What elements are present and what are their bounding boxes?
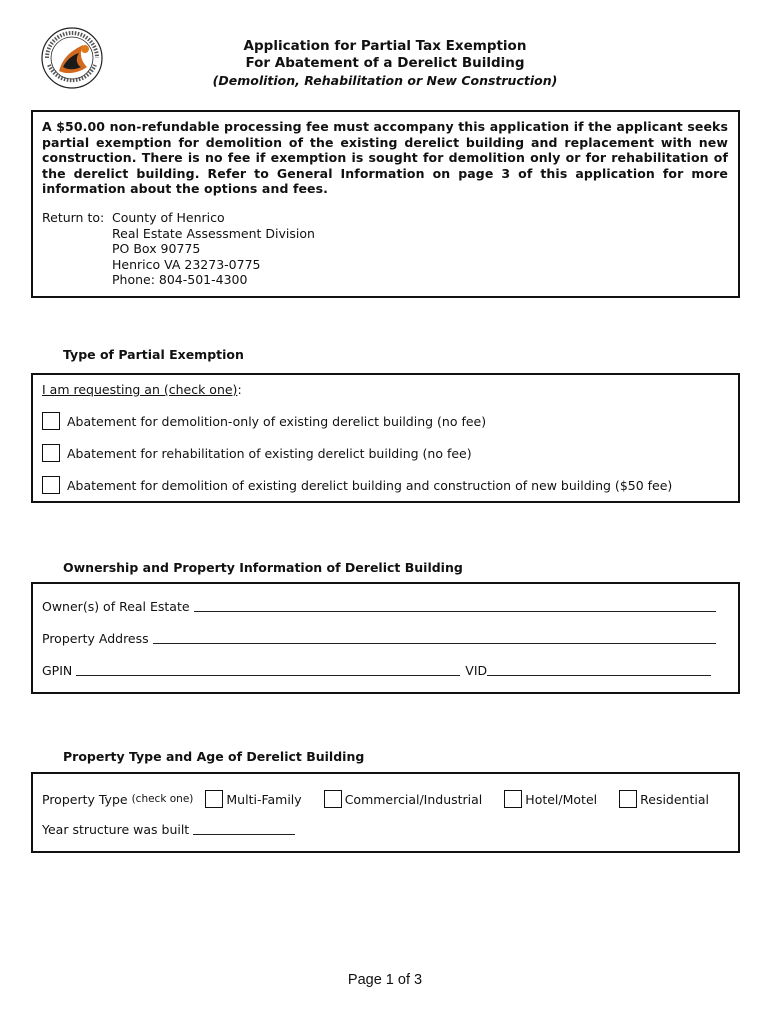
property-section-title: Property Type and Age of Derelict Building <box>63 749 365 764</box>
year-built-label: Year structure was built <box>42 822 190 837</box>
gpin-label: GPIN <box>42 663 73 678</box>
vid-label: VID <box>465 663 488 678</box>
checkbox-hotel-motel[interactable] <box>504 790 522 808</box>
exemption-section-title: Type of Partial Exemption <box>63 347 244 362</box>
checkbox-demolition-only[interactable] <box>42 412 60 430</box>
document-header <box>150 38 620 90</box>
property-type-box <box>31 772 740 853</box>
checkbox-commercial-industrial[interactable] <box>324 790 342 808</box>
title-line-2: For Abatement of a Derelict Building <box>245 55 525 71</box>
exemption-option-rehabilitation <box>42 444 728 462</box>
address-row <box>42 631 728 647</box>
ownership-section-title: Ownership and Property Information of Derelict Building <box>63 560 463 575</box>
gpin-field[interactable] <box>76 663 460 676</box>
return-line-pobox: PO Box 90775 <box>112 241 201 257</box>
property-address-field[interactable] <box>153 631 716 644</box>
return-line-division: Real Estate Assessment Division <box>112 225 315 241</box>
page-number: Page 1 of 3 <box>347 972 423 988</box>
gpin-vid-row <box>42 663 728 679</box>
multi-family-label: Multi-Family <box>226 791 302 807</box>
option-label: Abatement for demolition-only of existing derelict building (no fee) <box>67 413 487 429</box>
owner-row <box>42 599 728 615</box>
county-seal-logo <box>41 27 103 89</box>
subtitle: (Demolition, Rehabilitation or New Construction) <box>212 73 558 88</box>
fee-notice-box <box>31 110 740 298</box>
owner-label: Owner(s) of Real Estate <box>42 599 190 614</box>
hotel-motel-label: Hotel/Motel <box>525 791 598 807</box>
fee-notice-text: A $50.00 non-refundable processing fee must accompany this application if the applicant seeks partial exemption for demolition of the existing derelict building and replacement with new construction. There is no fee if exemption is sought for demolition only or for rehabilitation of the derelict building. Refer to General Information on page 3 of this application for more information about the options and fees. <box>42 119 728 197</box>
return-label: Return to: <box>42 209 105 225</box>
return-line-county: County of Henrico <box>112 209 225 225</box>
residential-label: Residential <box>640 791 709 807</box>
ownership-box <box>31 582 740 694</box>
year-built-field[interactable] <box>193 822 295 835</box>
title-line-1: Application for Partial Tax Exemption <box>243 38 527 54</box>
exemption-type-box <box>31 373 740 503</box>
return-line-phone: Phone: 804-501-4300 <box>112 272 248 288</box>
commercial-industrial-label: Commercial/Industrial <box>344 791 483 807</box>
checkbox-rehabilitation[interactable] <box>42 444 60 462</box>
checkbox-new-construction[interactable] <box>42 476 60 494</box>
option-label: Abatement for rehabilitation of existing derelict building (no fee) <box>67 445 472 461</box>
vid-field[interactable] <box>487 663 711 676</box>
request-label: I am requesting an (check one) <box>42 382 238 397</box>
property-type-hint: (check one) <box>131 793 194 805</box>
checkbox-multi-family[interactable] <box>205 790 223 808</box>
request-label-colon: : <box>237 382 242 397</box>
owner-field[interactable] <box>194 599 716 612</box>
option-label: Abatement for demolition of existing derelict building and construction of new building ($50 fee) <box>67 477 673 493</box>
year-built-row <box>42 822 728 837</box>
exemption-option-new-construction <box>42 476 728 494</box>
address-label: Property Address <box>42 631 149 646</box>
property-type-row <box>42 790 728 808</box>
return-address <box>42 210 728 288</box>
exemption-option-demolition <box>42 412 728 430</box>
return-line-city: Henrico VA 23273-0775 <box>112 256 261 272</box>
checkbox-residential[interactable] <box>619 790 637 808</box>
property-type-label: Property Type <box>42 791 128 807</box>
